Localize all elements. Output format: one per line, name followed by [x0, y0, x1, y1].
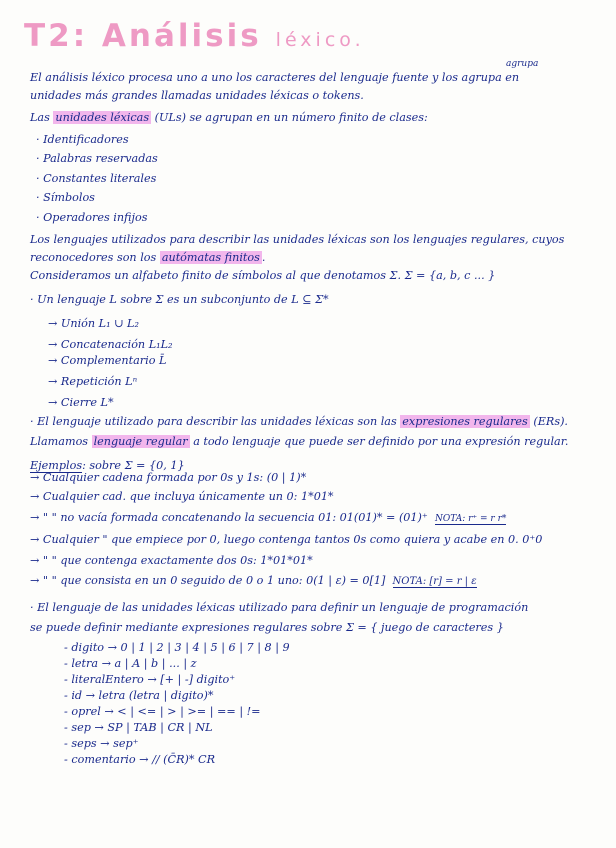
- list-item: · Símbolos: [36, 191, 95, 204]
- annotation-agrupa: agrupa: [506, 59, 539, 69]
- definition-line: - id → letra (letra | digito)*: [64, 689, 214, 702]
- operation-item: → Cierre L*: [48, 396, 114, 409]
- text-line: Los lenguajes utilizados para describir las unidades léxicas son los lenguajes regulares, cuyos: [30, 233, 565, 246]
- text-line: · Un lenguaje L sobre Σ es un subconjunto de L ⊆ Σ*: [30, 293, 329, 306]
- text-line: reconocedores son los autómatas finitos .: [30, 251, 266, 264]
- highlight: lenguaje regular: [93, 435, 188, 448]
- text-line: · El lenguaje utilizado para describir las unidades léxicas son las expresiones regulares (ERs).: [30, 415, 568, 428]
- text-line: se puede definir mediante expresiones regulares sobre Σ = { juego de caracteres }: [30, 621, 504, 634]
- text-line: Las unidades léxicas (ULs) se agrupan en un número finito de clases:: [30, 111, 428, 124]
- page-title: [24, 18, 365, 54]
- operation-item: → Complementario L̄: [48, 354, 167, 367]
- examples-heading: Ejemplos: sobre Σ = {0, 1}: [30, 459, 185, 472]
- title-second: léxico.: [275, 29, 365, 51]
- text-line: · El lenguaje de las unidades léxicas utilizado para definir un lenguaje de programación: [30, 601, 529, 614]
- definition-line: - letra → a | A | b | ... | z: [64, 657, 197, 670]
- definition-line: - sep → SP | TAB | CR | NL: [64, 721, 213, 734]
- example-line: → " " que contenga exactamente dos 0s: 1*01*01*: [30, 554, 313, 567]
- example-line: → " " que consista en un 0 seguido de 0 o 1 uno: 0(1 | ε) = 0[1] NOTA: [r] = r | ε: [30, 574, 477, 587]
- example-line: → " " no vacía formada concatenando la secuencia 01: 01(01)* = (01)⁺ NOTA: r⁺ = r r*: [30, 511, 507, 524]
- highlight: unidades léxicas: [55, 111, 150, 124]
- text-line: unidades más grandes llamadas unidades léxicas o tokens.: [30, 89, 364, 102]
- definition-line: - digito → 0 | 1 | 2 | 3 | 4 | 5 | 6 | 7 | 8 | 9: [64, 641, 290, 654]
- list-item: · Operadores infijos: [36, 211, 148, 224]
- definition-line: - oprel → < | <= | > | >= | == | !=: [64, 705, 261, 718]
- text-line: Consideramos un alfabeto finito de símbolos al que denotamos Σ. Σ = {a, b, c ... }: [30, 269, 496, 282]
- list-item: · Constantes literales: [36, 172, 157, 185]
- title-main: T2: Análisis: [24, 18, 262, 54]
- definition-line: - seps → sep⁺: [64, 737, 139, 750]
- highlight: autómatas finitos: [161, 251, 260, 264]
- example-line: → Cualquier cadena formada por 0s y 1s: (0 | 1)*: [30, 471, 307, 484]
- operation-item: → Concatenación L₁L₂: [48, 338, 173, 351]
- text-line: Llamamos lenguaje regular a todo lenguaje que puede ser definido por una expresión regular.: [30, 435, 569, 448]
- example-line: → Cualquier " que empiece por 0, luego contenga tantos 0s como quiera y acabe en 0. 0⁺0: [30, 533, 543, 546]
- list-item: · Palabras reservadas: [36, 152, 158, 165]
- list-item: · Identificadores: [36, 133, 129, 146]
- nota: NOTA: r⁺ = r r*: [434, 514, 507, 524]
- definition-line: - literalEntero → [+ | -] digito⁺: [64, 673, 236, 686]
- example-line: → Cualquier cad. que incluya únicamente un 0: 1*01*: [30, 490, 334, 503]
- highlight: expresiones regulares: [402, 415, 528, 428]
- definition-line: - comentario → // (C̄R)* CR: [64, 753, 216, 766]
- text-line: El análisis léxico procesa uno a uno los caracteres del lenguaje fuente y los agrupa en: [30, 71, 520, 84]
- operation-item: → Repetición Lⁿ: [48, 375, 138, 388]
- operation-item: → Unión L₁ ∪ L₂: [48, 317, 139, 330]
- nota: NOTA: [r] = r | ε: [392, 576, 477, 587]
